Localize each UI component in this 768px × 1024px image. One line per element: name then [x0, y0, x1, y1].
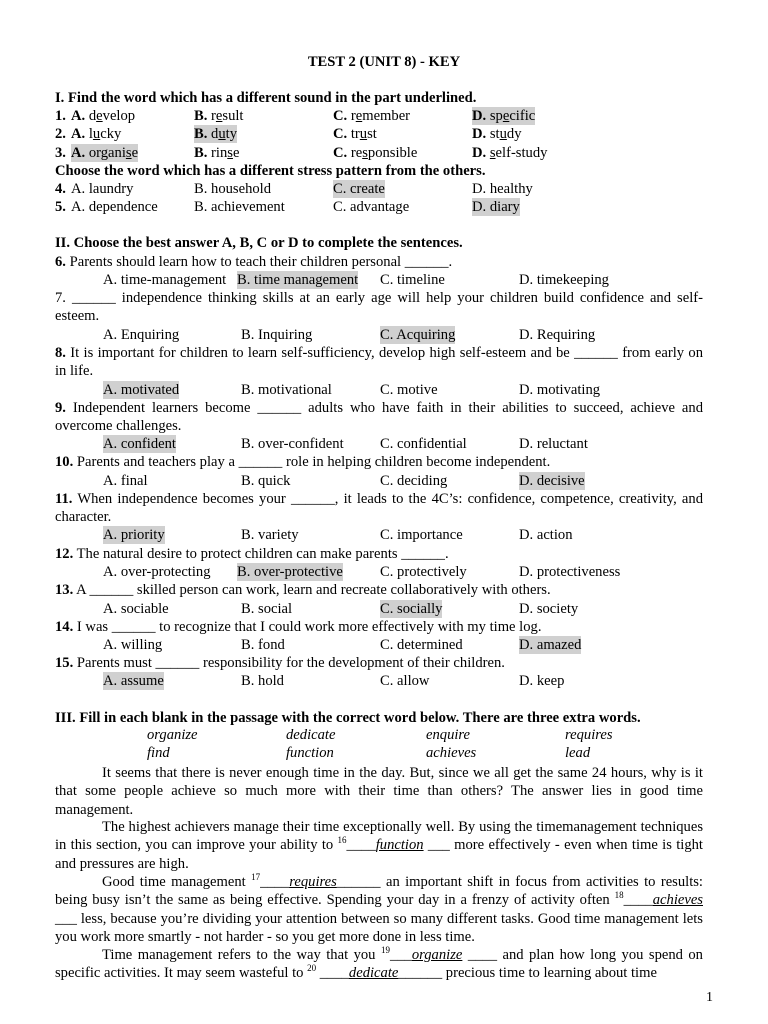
- q8-option-a-answer: A. motivated: [103, 382, 180, 398]
- section-1-heading: I. Find the word which has a different sound in the part underlined.: [55, 90, 477, 106]
- q3-option-d: D. self-study: [472, 145, 548, 161]
- q4-option-b: B. household: [194, 181, 272, 197]
- q6-option-d: D. timekeeping: [519, 272, 609, 288]
- word-bank-item: find: [147, 745, 170, 761]
- question-14: 14. I was ______ to recognize that I could work more effectively with my time log.: [55, 619, 542, 635]
- q4-option-a: A. laundry: [71, 181, 134, 197]
- question-1: 1.: [55, 108, 66, 124]
- answer-20: dedicate: [348, 965, 399, 982]
- question-12: 12. The natural desire to protect children can make parents ______.: [55, 546, 449, 562]
- passage-paragraph-1: It seems that there is never enough time in the day. But, since we all get the same 24 hours, why is it that some people achieve so much more with their time than others? The answer lies in good time management.: [55, 765, 703, 818]
- word-bank-item: enquire: [426, 727, 471, 743]
- q13-option-a: A. sociable: [103, 601, 169, 617]
- q14-option-d-answer: D. amazed: [519, 637, 582, 653]
- q10-option-b: B. quick: [241, 473, 291, 489]
- page-title: TEST 2 (UNIT 8) - KEY: [307, 54, 461, 70]
- q5-option-d-answer: D. diary: [472, 199, 520, 215]
- q1-option-b: B. result: [194, 108, 244, 124]
- q13-option-c-answer: C. socially: [380, 601, 443, 617]
- question-15: 15. Parents must ______ responsibility for the development of their children.: [55, 655, 505, 671]
- word-bank-item: dedicate: [286, 727, 336, 743]
- q13-option-d: D. society: [519, 601, 579, 617]
- q7-option-b: B. Inquiring: [241, 327, 313, 343]
- question-9: 9. Independent learners become ______ adults who have faith in their abilities to succeed, achieve and overcome challenges.: [55, 400, 703, 435]
- q5-option-b: B. achievement: [194, 199, 285, 215]
- q10-option-d-answer: D. decisive: [519, 473, 585, 489]
- q2-option-b-answer: B. duty: [194, 126, 237, 142]
- question-2: 2.: [55, 126, 66, 142]
- question-13: 13. A ______ skilled person can work, learn and recreate collaboratively with others.: [55, 582, 551, 598]
- q6-option-a: A. time-management: [103, 272, 227, 288]
- q14-option-b: B. fond: [241, 637, 285, 653]
- q12-option-b-answer: B. over-protective: [237, 564, 343, 580]
- section-2-heading: II. Choose the best answer A, B, C or D to complete the sentences.: [55, 235, 463, 251]
- q10-option-a: A. final: [103, 473, 148, 489]
- passage-paragraph-2: The highest achievers manage their time exceptionally well. By using the timemanagement techniques in this section, you can improve your ability to $^{16}$____function ___ more effectively - even when time is tight and pressures are high.: [55, 819, 703, 872]
- answer-18: achieves: [652, 892, 703, 909]
- page-number: 1: [706, 990, 713, 1005]
- q7-option-d: D. Requiring: [519, 327, 596, 343]
- q1-option-d-answer: D. specific: [472, 108, 536, 124]
- q4-option-d: D. healthy: [472, 181, 533, 197]
- q15-option-c: C. allow: [380, 673, 430, 689]
- section-1-subheading: Choose the word which has a different stress pattern from the others.: [55, 163, 486, 179]
- q11-option-a-answer: A. priority: [103, 527, 165, 543]
- q7-option-a: A. Enquiring: [103, 327, 180, 343]
- q3-option-c: C. responsible: [333, 145, 418, 161]
- q8-option-c: C. motive: [380, 382, 438, 398]
- question-6: 6. Parents should learn how to teach their children personal ______.: [55, 254, 453, 270]
- q11-option-c: C. importance: [380, 527, 463, 543]
- q8-option-d: D. motivating: [519, 382, 601, 398]
- q3-option-a-answer: A. organise: [71, 145, 139, 161]
- question-10: 10. Parents and teachers play a ______ role in helping children become independent.: [55, 454, 551, 470]
- passage-paragraph-3: Good time management $^{17}$____requires______ an important shift in focus from activities to results: being busy isn’t the same as being effective. Spending your day in a frenzy of activity often $^{18}$____achieves ___ less, because you’re dividing your attention between so many different tasks. Good time management lets you work more smartly - not harder - so you get more done in less time.: [55, 872, 703, 945]
- section-3-heading: III. Fill in each blank in the passage with the correct word below. There are three extra words.: [55, 710, 641, 726]
- q1-option-c: C. remember: [333, 108, 411, 124]
- question-11: 11. When independence becomes your ______, it leads to the 4C’s: confidence, competence, creativity, and character.: [55, 491, 703, 526]
- word-bank-item: function: [286, 745, 334, 761]
- q9-option-d: D. reluctant: [519, 436, 588, 452]
- q12-option-a: A. over-protecting: [103, 564, 211, 580]
- q14-option-c: C. determined: [380, 637, 463, 653]
- q15-option-d: D. keep: [519, 673, 565, 689]
- q12-option-c: C. protectively: [380, 564, 467, 580]
- answer-16: function: [375, 837, 424, 854]
- q9-option-b: B. over-confident: [241, 436, 344, 452]
- q13-option-b: B. social: [241, 601, 293, 617]
- q14-option-a: A. willing: [103, 637, 163, 653]
- q2-option-a: A. lucky: [71, 126, 122, 142]
- q6-option-c: C. timeline: [380, 272, 445, 288]
- question-8: 8. It is important for children to learn self-sufficiency, develop high self-esteem and be ______ from early on in life.: [55, 345, 703, 380]
- q11-option-b: B. variety: [241, 527, 299, 543]
- word-bank-item: lead: [565, 745, 591, 761]
- question-7: 7. ______ independence thinking skills at an early age will help your children build confidence and self-esteem.: [55, 290, 703, 325]
- q12-option-d: D. protectiveness: [519, 564, 621, 580]
- q15-option-b: B. hold: [241, 673, 284, 689]
- q5-option-c: C. advantage: [333, 199, 410, 215]
- answer-17: requires: [289, 874, 337, 890]
- q8-option-b: B. motivational: [241, 382, 332, 398]
- q11-option-d: D. action: [519, 527, 573, 543]
- q7-option-c-answer: C. Acquiring: [380, 327, 456, 343]
- question-4: 4.: [55, 181, 66, 197]
- question-5: 5.: [55, 199, 66, 215]
- q4-option-c-answer: C. create: [333, 181, 385, 197]
- passage-paragraph-4: Time management refers to the way that you $^{19}$___organize ____ and plan how long you spend on specific activities. It may seem wasteful to $^{20}$ ____dedicate______ precious time to learning about time: [55, 945, 703, 982]
- word-bank-item: organize: [147, 727, 198, 743]
- q5-option-a: A. dependence: [71, 199, 158, 215]
- q9-option-a-answer: A. confident: [103, 436, 176, 452]
- word-bank-item: requires: [565, 727, 613, 743]
- q15-option-a-answer: A. assume: [103, 673, 164, 689]
- q2-option-d: D. study: [472, 126, 522, 142]
- word-bank-item: achieves: [426, 745, 477, 761]
- question-3: 3.: [55, 145, 66, 161]
- answer-19: organize: [411, 947, 463, 963]
- q9-option-c: C. confidential: [380, 436, 467, 452]
- q3-option-b: B. rinse: [194, 145, 240, 161]
- q2-option-c: C. trust: [333, 126, 377, 142]
- q10-option-c: C. deciding: [380, 473, 448, 489]
- q6-option-b-answer: B. time management: [237, 272, 359, 288]
- q1-option-a: A. develop: [71, 108, 136, 124]
